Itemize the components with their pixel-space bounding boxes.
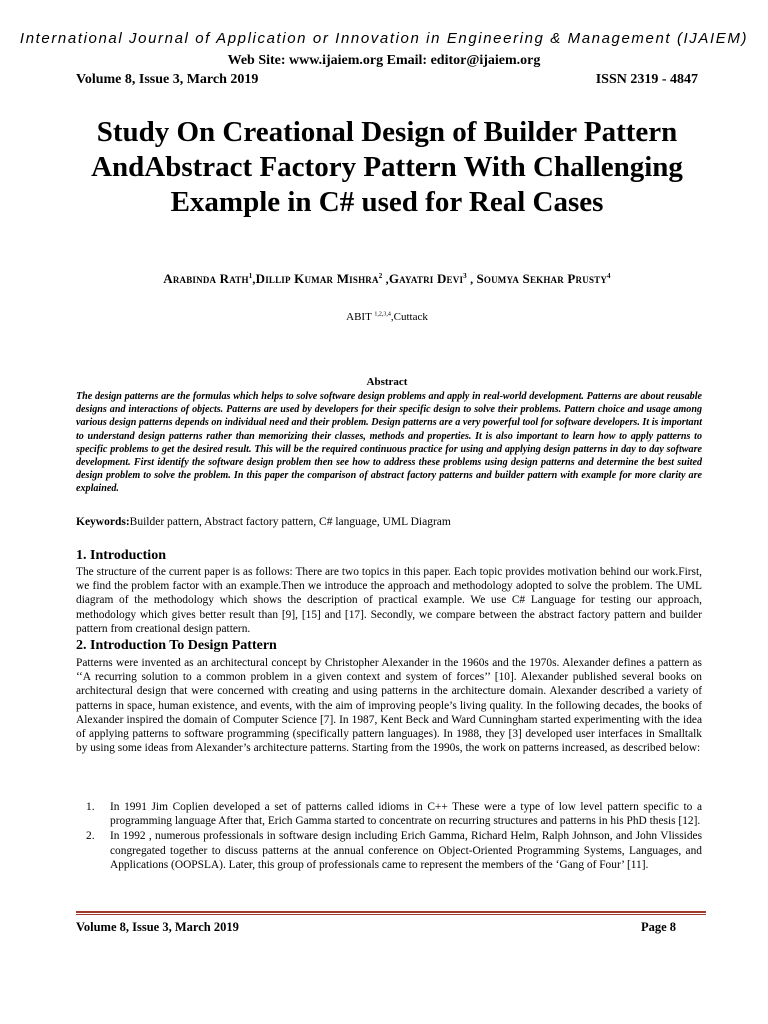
section-heading-design-pattern: 2. Introduction To Design Pattern xyxy=(76,638,277,653)
footer-volume: Volume 8, Issue 3, March 2019 xyxy=(76,920,239,934)
paper-title: Study On Creational Design of Builder Pattern AndAbstract Factory Pattern With Challenging Example in C# used for Real Cases xyxy=(91,116,683,218)
journal-website: Web Site: www.ijaiem.org Email: editor@ijaiem.org xyxy=(227,53,541,68)
page-number: Page 8 xyxy=(640,920,676,934)
abstract-heading: Abstract xyxy=(366,376,408,388)
section-heading-introduction: 1. Introduction xyxy=(76,548,166,563)
author-name: Soumya Sekhar Prusty xyxy=(476,271,608,286)
list-item: 2. In 1992 , numerous professionals in software design including Erich Gamma, Richard Helm, Ralph Johnson, and John Vlissides congregated together to discuss patterns at the annual conference on Object-Oriented Programming Systems, Languages, and Applications (OOPSLA). Later, this group of professionals came to represent the members of the ‘Gang of Four’ [11]. xyxy=(86,830,702,871)
author-name: Gayatri Devi xyxy=(388,271,464,286)
abstract-text: The design patterns are the formulas which helps to solve software design problems and apply in real-world development. Patterns are about reusable designs and interactions of objects. Patterns are used by developers for their specific design to solve their problems. Pattern choice and usage among various design patterns depends on individual need and their problem. Design patterns are a very powerful tool for software developers. It is important to understand design patterns rather than memorizing their classes, methods and properties. It is also important to learn how to apply patterns to specific problems to get the desired result. This will be the required continuous practice for using and applying design patterns in day to day software development. First identify the software design problem then see how to address these problems using design patterns and determine the best suited design problem to solve the problem. In this paper the comparison of abstract factory patterns and builder pattern with example for more clarity are explained. xyxy=(76,391,702,495)
keywords-label: Keywords: xyxy=(76,516,130,528)
author-name: Dillip Kumar Mishra xyxy=(255,271,379,286)
section-text-design-pattern: Patterns were invented as an architectural concept by Christopher Alexander in the 1960s and the 1970s. Alexander defines a pattern as ‘‘A recurring solution to a common problem in a given context and system of forces’’ [10]. Alexander published several books on architectural design that were concerned with creating and using patterns in the architecture domain. Alexander described a variety of patterns in space, human existence, and events, with the aim of improving people’s living quality. In the following decades, the books of Alexander inspired the domain of Computer Science [7]. In 1987, Kent Beck and Ward Cunningham started experimenting with the idea of applying patterns to software programming (specifically pattern languages). In 1988, they [3] developed user interfaces in Smalltalk by using some ideas from Alexander’s architecture patterns. Starting from the 1990s, the work on patterns increased, as described below: xyxy=(76,657,702,755)
history-list xyxy=(86,800,702,873)
section-text-introduction: The structure of the current paper is as follows: There are two topics in this paper. Each topic provides motivation behind our work.First, we find the problem factor with an example.Then we introduce the approach and methodology adopted to solve the problem. The UML diagram of the methodology which shows the description of practical example. We use C# Language for testing our approach, methodology which gives better result than [9], [15] and [17]. Secondly, we compare between the abstract factory pattern and builder pattern from creational design pattern. xyxy=(76,566,702,635)
keywords xyxy=(76,516,702,528)
header-volume: Volume 8, Issue 3, March 2019 xyxy=(76,72,259,87)
author-list: Arabinda Rath$^1$,Dillip Kumar Mishra$^2$ ,Gayatri Devi$^3$ , Soumya Sekhar Prusty$^4$ xyxy=(163,271,611,286)
footer-divider-thin xyxy=(76,914,706,915)
footer-divider xyxy=(76,911,706,913)
header-issn: ISSN 2319 - 4847 xyxy=(595,72,698,87)
author-name: Arabinda Rath xyxy=(163,271,249,286)
keywords-text: Builder pattern, Abstract factory pattern, C# language, UML Diagram xyxy=(129,516,451,528)
journal-name: International Journal of Application or Innovation in Engineering & Management (IJAIEM) xyxy=(19,30,749,47)
list-item: 1. In 1991 Jim Coplien developed a set of patterns called idioms in C++ These were a type of low level pattern specific to a programming language After that, Erich Gamma started to concentrate on recurring structures and patterns in his PhD thesis [12]. xyxy=(86,801,702,828)
affiliation: ABIT $^{1,2,3,4}$,Cuttack xyxy=(346,311,428,323)
